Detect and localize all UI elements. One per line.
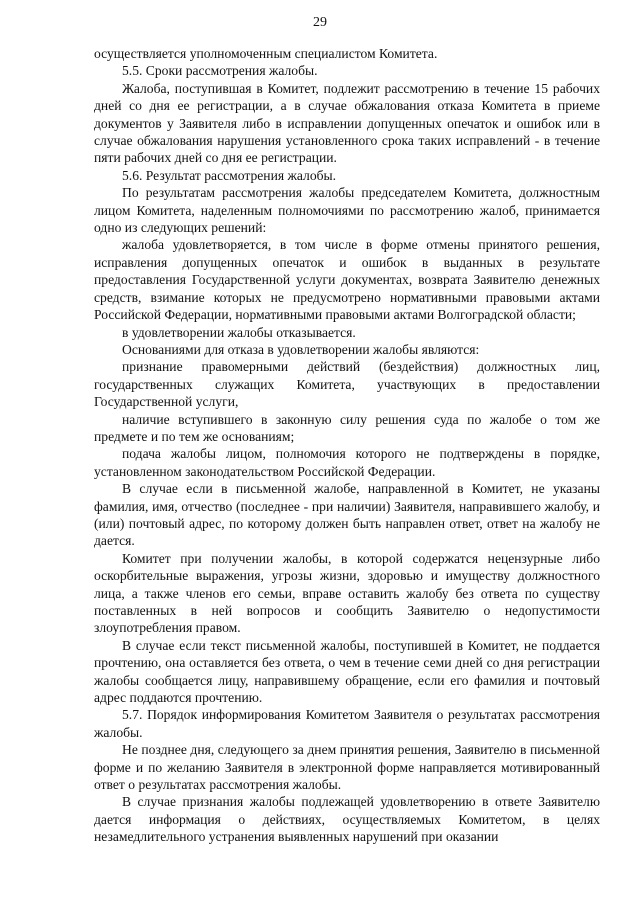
- paragraph: Не позднее дня, следующего за днем принятия решения, Заявителю в письменной форме и по желанию Заявителя в электронной форме направляется мотивированный ответ о результатах рассмотрения жалобы.: [94, 742, 600, 793]
- paragraph: наличие вступившего в законную силу решения суда по жалобе о том же предмете и по тем же основаниям;: [94, 411, 600, 444]
- paragraph: жалоба удовлетворяется, в том числе в форме отмены принятого решения, исправления допущенных опечаток и ошибок в выданных в результате предоставления Государственной услуги документах, возврата Заявителю денежных средств, взимание которых не предусмотрено нормативными правовыми актами Российской Федерации, нормативными правовыми актами Волгоградской области;: [94, 237, 600, 323]
- paragraph: В случае если в письменной жалобе, направленной в Комитет, не указаны фамилия, имя, отчество (последнее - при наличии) Заявителя, направившего жалобу, и (или) почтовый адрес, по которому должен быть направлен ответ, ответ на жалобу не дается.: [94, 481, 600, 549]
- paragraph: подача жалобы лицом, полномочия которого не подтверждены в порядке, установленном законодательством Российской Федерации.: [94, 446, 600, 479]
- paragraph: По результатам рассмотрения жалобы председателем Комитета, должностным лицом Комитета, наделенным полномочиями по рассмотрению жалоб, принимается одно из следующих решений:: [94, 185, 600, 236]
- section-heading-5-6: 5.6. Результат рассмотрения жалобы.: [122, 167, 337, 183]
- section-heading-5-5: 5.5. Сроки рассмотрения жалобы.: [122, 63, 318, 79]
- paragraph: Жалоба, поступившая в Комитет, подлежит рассмотрению в течение 15 рабочих дней со дня ее регистрации, а в случае обжалования отказа Комитета в приеме документов у Заявителя либо в исправлении допущенных опечаток и ошибок или в случае обжалования нарушения установленного срока таких исправлений - в течение пяти рабочих дней со дня ее регистрации.: [94, 80, 600, 166]
- paragraph: Комитет при получении жалобы, в которой содержатся нецензурные либо оскорбительные выражения, угрозы жизни, здоровью и имуществу должностного лица, а также членов его семьи, вправе оставить жалобу без ответа по существу поставленных в ней вопросов и сообщить Заявителю о недопустимости злоупотребления правом.: [94, 550, 600, 636]
- document-body: [94, 45, 600, 846]
- paragraph: Основаниями для отказа в удовлетворении жалобы являются:: [122, 341, 480, 357]
- page-number: 29: [313, 15, 327, 30]
- section-heading-5-7: 5.7. Порядок информирования Комитетом Заявителя о результатах рассмотрения жалобы.: [94, 707, 600, 740]
- paragraph-continuation: осуществляется уполномоченным специалистом Комитета.: [94, 46, 438, 61]
- paragraph: В случае признания жалобы подлежащей удовлетворению в ответе Заявителю дается информация о действиях, осуществляемых Комитетом, в целях незамедлительного устранения выявленных нарушений при оказании: [94, 794, 600, 845]
- paragraph: признание правомерными действий (бездействия) должностных лиц, государственных служащих Комитета, участвующих в предоставлении Государственной услуги,: [94, 359, 600, 410]
- paragraph: в удовлетворении жалобы отказывается.: [122, 324, 356, 340]
- paragraph: В случае если текст письменной жалобы, поступившей в Комитет, не поддается прочтению, она оставляется без ответа, о чем в течение семи дней со дня регистрации жалобы сообщается лицу, направившему обращение, если его фамилия и почтовый адрес поддаются прочтению.: [94, 637, 600, 706]
